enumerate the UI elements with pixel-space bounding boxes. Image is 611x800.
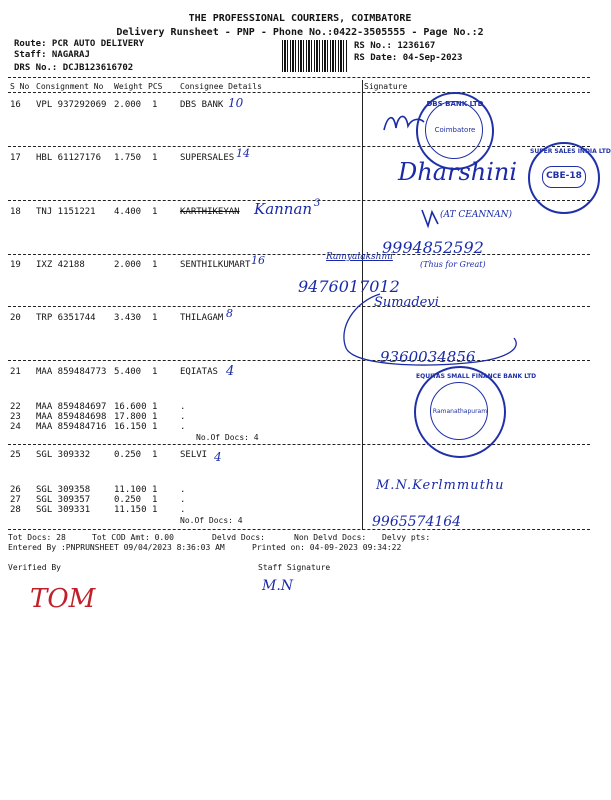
row-26-consignment: SGL 309358: [36, 485, 91, 495]
row-17-consignment: HBL 61127176: [36, 153, 102, 163]
row-18-signature: [418, 206, 442, 230]
row-25-weight: 0.250: [114, 450, 142, 460]
row-18-note: 3: [314, 198, 321, 209]
row-19-phone-2: 9476017012: [298, 277, 400, 296]
row-16-pcs: 1: [152, 100, 158, 110]
verified-by-label: Verified By: [8, 563, 61, 572]
row-26-sno: 26: [10, 485, 21, 495]
row-19-pcs: 1: [152, 260, 158, 270]
row-16-note: 10: [228, 96, 244, 110]
row-20-consignment: TRP 6351744: [36, 313, 96, 323]
row-26-weight: 11.100: [114, 485, 147, 495]
row-27-pcs: 1: [152, 495, 158, 505]
row-18-consignee: KARTHIKEYAN: [180, 207, 240, 217]
row-19-consignee: SENTHILKUMART: [180, 260, 251, 270]
row-22-consignee: .: [180, 402, 186, 412]
barcode: [282, 40, 348, 72]
verified-by-signature: TOM: [30, 584, 96, 614]
row-25-consignment: SGL 309332: [36, 450, 91, 460]
table-bottom-rule: [8, 529, 590, 530]
row-23-sno: 23: [10, 412, 21, 422]
col-signature: Signature: [364, 82, 408, 91]
row-21-weight: 5.400: [114, 367, 142, 377]
row-22-sno: 22: [10, 402, 21, 412]
row-24-sno: 24: [10, 422, 21, 432]
company-title: THE PROFESSIONAL COURIERS, COIMBATORE: [188, 13, 412, 24]
row-16-consignment: VPL 937292069: [36, 100, 107, 110]
row-25-consignee: SELVI: [180, 450, 208, 460]
row-16-consignee: DBS BANK: [180, 100, 224, 110]
row-23-consignee: .: [180, 412, 186, 422]
row-20-weight: 3.430: [114, 313, 142, 323]
row-24-consignee: .: [180, 422, 186, 432]
row-17-sno: 17: [10, 153, 21, 163]
printed-on: Printed on: 04-09-2023 09:34:22: [252, 543, 402, 552]
row-21-consignment: MAA 859484773: [36, 367, 107, 377]
staff-label: Staff: NAGARAJ: [14, 50, 90, 60]
row-18-receiver-name: Kannan: [254, 200, 313, 218]
row-27-consignee: .: [180, 495, 186, 505]
header-rule-bottom: [8, 92, 590, 93]
row-22-consignment: MAA 859484697: [36, 402, 107, 412]
row-16-weight: 2.000: [114, 100, 142, 110]
row-19-sno: 19: [10, 260, 21, 270]
header-rule-top: [8, 77, 590, 78]
row-18-rule: [8, 254, 590, 255]
runsheet-subtitle: Delivery Runsheet - PNP - Phone No.:0422-3505555 - Page No.:2: [116, 27, 484, 38]
row-26-signature: M.N.Kerlmmuthu: [376, 478, 505, 493]
row-22-weight: 16.600: [114, 402, 147, 412]
row-24-weight: 16.150: [114, 422, 147, 432]
row-16-sno: 16: [10, 100, 21, 110]
row-21-sno: 21: [10, 367, 21, 377]
row-23-pcs: 1: [152, 412, 158, 422]
equitas-bank-stamp: EQUITAS SMALL FINANCE BANK LTD Ramanathapuram: [414, 366, 506, 458]
staff-signature: M.N: [262, 578, 294, 594]
row-20-receiver-name: Sumadevi: [374, 295, 439, 310]
row-27-sno: 27: [10, 495, 21, 505]
row-17-consignee: SUPERSALES: [180, 153, 235, 163]
row-18-signature-text: (AT CEANNAN): [440, 210, 512, 220]
staff-signature-label: Staff Signature: [258, 563, 331, 572]
super-sales-stamp: SUPER SALES INDIA LTD CBE-18: [528, 142, 600, 214]
row-20-pcs: 1: [152, 313, 158, 323]
row-25-note: 4: [214, 450, 222, 464]
row-20-consignee: THILAGAM: [180, 313, 224, 323]
col-consignee: Consignee Details: [180, 82, 262, 91]
row-20-sno: 20: [10, 313, 21, 323]
delivery-points: Delvy pts:: [382, 533, 431, 542]
rs-number: RS No.: 1236167: [354, 41, 436, 51]
row-17-weight: 1.750: [114, 153, 142, 163]
row-20-phone: 9360034856: [380, 348, 476, 366]
row-22-pcs: 1: [152, 402, 158, 412]
row-28-consignment: SGL 309331: [36, 505, 91, 515]
row-19-weight: 2.000: [114, 260, 142, 270]
total-cod-amount: Tot COD Amt: 0.00: [92, 533, 174, 542]
row-19-consignment: IXZ 42188: [36, 260, 85, 270]
rs-date: RS Date: 04-Sep-2023: [354, 53, 463, 63]
row-19-receiver-name: Ramyalakshmi: [326, 252, 393, 262]
row-27-weight: 0.250: [114, 495, 142, 505]
row-23-consignment: MAA 859484698: [36, 412, 107, 422]
row-28-sno: 28: [10, 505, 21, 515]
row-17-note: 14: [236, 147, 250, 160]
row-25-pcs: 1: [152, 450, 158, 460]
col-pcs: PCS: [148, 82, 163, 91]
row-26-pcs: 1: [152, 485, 158, 495]
row-18-sno: 18: [10, 207, 21, 217]
route-label: Route: PCR AUTO DELIVERY: [14, 39, 145, 49]
dbs-bank-stamp: DBS BANK LTD Coimbatore: [416, 92, 494, 170]
entered-by: Entered By :PNPRUNSHEET 09/04/2023 8:36:03 AM: [8, 543, 225, 552]
row-28-phone: 9965574164: [372, 514, 462, 530]
row-17-signature: Dharshini: [398, 158, 518, 186]
row-24-pcs: 1: [152, 422, 158, 432]
row-18-weight: 4.400: [114, 207, 142, 217]
row-21-pcs: 1: [152, 367, 158, 377]
row-24-consignment: MAA 859484716: [36, 422, 107, 432]
total-docs: Tot Docs: 28: [8, 533, 66, 542]
row-21-note: 4: [226, 364, 235, 379]
non-delivered-docs: Non Delvd Docs:: [294, 533, 367, 542]
row-21-consignee: EQIATAS: [180, 367, 218, 377]
row-19-phone: 9994852592: [382, 238, 484, 257]
row-28-pcs: 1: [152, 505, 158, 515]
row-27-consignment: SGL 309357: [36, 495, 91, 505]
col-consignment: Consignment No: [36, 82, 104, 91]
row-28-consignee: .: [180, 505, 186, 515]
row-18-pcs: 1: [152, 207, 158, 217]
col-weight: Weight: [114, 82, 143, 91]
col-sno: S No: [10, 82, 30, 91]
row-19-note: 16: [251, 254, 265, 267]
row-18-consignment: TNJ 1151221: [36, 207, 96, 217]
row-28-weight: 11.150: [114, 505, 147, 515]
no-of-docs-group-1: No.Of Docs: 4: [196, 433, 259, 442]
row-17-pcs: 1: [152, 153, 158, 163]
row-26-consignee: .: [180, 485, 186, 495]
drs-number: DRS No.: DCJB123616702: [14, 63, 134, 73]
row-23-weight: 17.800: [114, 412, 147, 422]
row-20-note: 8: [226, 307, 233, 320]
delivered-docs: Delvd Docs:: [212, 533, 265, 542]
row-25-sno: 25: [10, 450, 21, 460]
row-16-rule: [8, 146, 590, 147]
no-of-docs-group-2: No.Of Docs: 4: [180, 516, 243, 525]
row-19-remark: (Thus for Great): [420, 260, 486, 269]
row-24-rule: [8, 444, 590, 445]
